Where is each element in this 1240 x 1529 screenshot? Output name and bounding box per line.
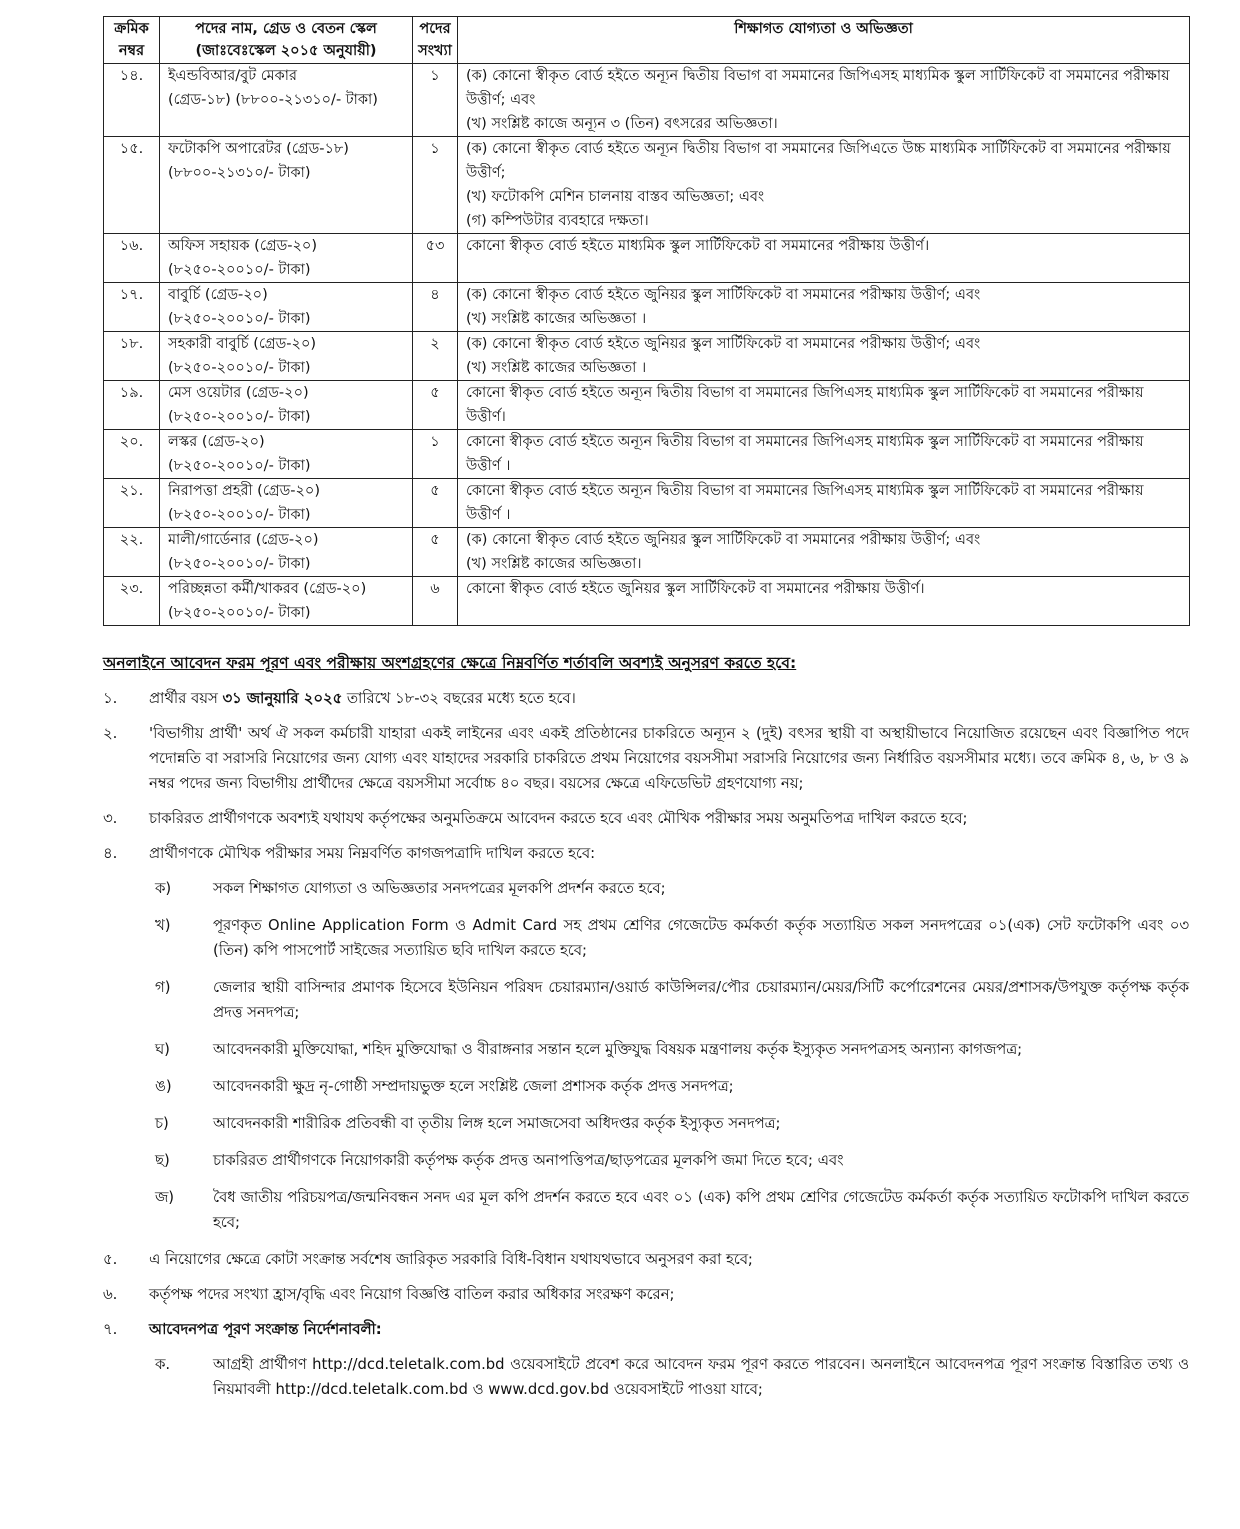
term-item-3 (103, 806, 1189, 831)
sub-number: ক. (155, 1356, 171, 1373)
row-qualification (458, 528, 1190, 577)
sub-number: চ) (155, 1115, 169, 1132)
row-qualification (458, 381, 1190, 430)
row-post (160, 577, 413, 626)
row-post (160, 64, 413, 137)
document-list-item (103, 1185, 1189, 1235)
term-number: ৩. (103, 810, 118, 827)
post-line: (৮২৫০-২০০১০/- টাকা) (168, 360, 311, 376)
sub-number: ক) (155, 880, 172, 897)
row-post (160, 430, 413, 479)
sub-text: বৈধ জাতীয় পরিচয়পত্র/জন্মনিবন্ধন সনদ এর মূল কপি প্রদর্শন করতে হবে এবং ০১ (এক) কপি প্রথম শ্রেণির গেজেটেড কর্মকর্তা কর্তৃক সত্যায়িত ফটোকপি দাখিল করতে হবে; (213, 1189, 1189, 1231)
post-line: লস্কর (গ্রেড-২০) (168, 434, 265, 450)
qualification-line: (খ) সংশ্লিষ্ট কাজের অভিজ্ঞতা । (466, 311, 647, 327)
post-line: (৮২৫০-২০০১০/- টাকা) (168, 605, 311, 621)
row-serial: ২২. (104, 528, 160, 577)
term-text: চাকরিরত প্রার্থীগণকে অবশ্যই যথাযথ কর্তৃপক্ষের অনুমতিক্রমে আবেদন করতে হবে এবং মৌখিক পরীক্ষার সময় অনুমতিপত্র দাখিল করতে হবে; (149, 810, 968, 827)
term-date: ৩১ জানুয়ারি ২০২৫ (222, 690, 343, 707)
table-row (104, 577, 1190, 626)
table-row (104, 528, 1190, 577)
document-list-item (103, 1074, 1189, 1099)
qualification-line: (খ) সংশ্লিষ্ট কাজে অন্যূন ৩ (তিন) বৎসরের অভিজ্ঞতা। (466, 116, 778, 132)
row-post (160, 283, 413, 332)
qualification-line: (খ) ফটোকপি মেশিন চালনায় বাস্তব অভিজ্ঞতা; এবং (466, 189, 765, 205)
sub-text: আবেদনকারী ক্ষুদ্র নৃ-গোষ্ঠী সম্প্রদায়ভুক্ত হলে সংশ্লিষ্ট জেলা প্রশাসক কর্তৃক প্রদত্ত সনদপত্র; (213, 1078, 734, 1095)
term-text: এ নিয়োগের ক্ষেত্রে কোটা সংক্রান্ত সর্বশেষ জারিকৃত সরকারি বিধি-বিধান যথাযথভাবে অনুসরণ করা হবে; (149, 1251, 753, 1268)
table-row (104, 234, 1190, 283)
post-line: মেস ওয়েটার (গ্রেড-২০) (168, 385, 309, 401)
table-body (104, 64, 1190, 626)
term-text: আবেদনপত্র পূরণ সংক্রান্ত নির্দেশনাবলী: (149, 1321, 382, 1338)
row-post (160, 332, 413, 381)
document-list-item (103, 913, 1189, 963)
jobs-table (103, 16, 1190, 626)
row-qualification (458, 234, 1190, 283)
row-count: ১ (413, 137, 458, 234)
qualification-line: কোনো স্বীকৃত বোর্ড হইতে অন্যূন দ্বিতীয় বিভাগ বা সমমানের জিপিএসহ মাধ্যমিক স্কুল সার্টিফিকেট বা সমমানের পরীক্ষায় উত্তীর্ণ । (466, 434, 1144, 474)
post-line: (৮৮০০-২১৩১০/- টাকা) (168, 165, 311, 181)
post-line: পরিচ্ছন্নতা কর্মী/খাকরব (গ্রেড-২০) (168, 581, 367, 597)
term-number: ২. (103, 725, 118, 742)
term-number: ৬. (103, 1286, 118, 1303)
post-line: (৮২৫০-২০০১০/- টাকা) (168, 262, 311, 278)
sub-text: আবেদনকারী শারীরিক প্রতিবন্ধী বা তৃতীয় লিঙ্গ হলে সমাজসেবা অধিদপ্তর কর্তৃক ইস্যুকৃত সনদপত্র; (213, 1115, 781, 1132)
sub-text: জেলার স্থায়ী বাসিন্দার প্রমাণক হিসেবে ইউনিয়ন পরিষদ চেয়ারম্যান/ওয়ার্ড কাউন্সিলর/পৌর চেয়ারম্যান/মেয়র/সিটি কর্পোরেশনের মেয়র/প্রশাসক/উপযুক্ত কর্তৃপক্ষ কর্তৃক প্রদত্ত সনদপত্র; (213, 979, 1189, 1021)
term-text-pre: প্রার্থীর বয়স (149, 690, 223, 707)
post-line: সহকারী বাবুর্চি (গ্রেড-২০) (168, 336, 317, 352)
post-line: অফিস সহায়ক (গ্রেড-২০) (168, 238, 318, 254)
row-serial: ১৬. (104, 234, 160, 283)
sub-number: গ) (155, 979, 171, 996)
sub-number: ছ) (155, 1152, 170, 1169)
row-qualification (458, 137, 1190, 234)
qualification-line: (খ) সংশ্লিষ্ট কাজের অভিজ্ঞতা । (466, 360, 647, 376)
row-count: ৫ (413, 479, 458, 528)
row-serial: ২০. (104, 430, 160, 479)
row-serial: ২৩. (104, 577, 160, 626)
document-list-item (103, 1111, 1189, 1136)
row-qualification (458, 283, 1190, 332)
row-post (160, 381, 413, 430)
row-post (160, 528, 413, 577)
term-number: ৪. (103, 845, 118, 862)
row-post (160, 479, 413, 528)
term-number: ৭. (103, 1321, 118, 1338)
term-item-4 (103, 841, 1189, 866)
table-row (104, 381, 1190, 430)
document-list (103, 876, 1189, 1235)
row-qualification (458, 577, 1190, 626)
term-text: কর্তৃপক্ষ পদের সংখ্যা হ্রাস/বৃদ্ধি এবং নিয়োগ বিজ্ঞপ্তি বাতিল করার অধিকার সংরক্ষণ করেন; (149, 1286, 675, 1303)
row-serial: ১৯. (104, 381, 160, 430)
row-post (160, 234, 413, 283)
post-line: মালী/গার্ডেনার (গ্রেড-২০) (168, 532, 319, 548)
term-text-post: তারিখে ১৮-৩২ বছরের মধ্যে হতে হবে। (342, 690, 576, 707)
post-line: নিরাপত্তা প্রহরী (গ্রেড-২০) (168, 483, 321, 499)
table-row (104, 332, 1190, 381)
document-list-item (103, 1037, 1189, 1062)
qualification-line: (ক) কোনো স্বীকৃত বোর্ড হইতে অন্যূন দ্বিতীয় বিভাগ বা সমমানের জিপিএতে উচ্চ মাধ্যমিক সার্টিফিকেট বা সমমানের পরীক্ষায় উত্তীর্ণ; (466, 141, 1171, 181)
qualification-line: কোনো স্বীকৃত বোর্ড হইতে অন্যূন দ্বিতীয় বিভাগ বা সমমানের জিপিএসহ মাধ্যমিক স্কুল সার্টিফিকেট বা সমমানের পরীক্ষায় উত্তীর্ণ । (466, 483, 1144, 523)
post-line: (৮২৫০-২০০১০/- টাকা) (168, 556, 311, 572)
qualification-line: কোনো স্বীকৃত বোর্ড হইতে জুনিয়র স্কুল সার্টিফিকেট বা সমমানের পরীক্ষায় উত্তীর্ণ। (466, 581, 925, 597)
term-text: প্রার্থীগণকে মৌখিক পরীক্ষার সময় নিম্নবর্ণিত কাগজপত্রাদি দাখিল করতে হবে: (149, 845, 596, 862)
sub-number: জ) (155, 1189, 175, 1206)
table-row (104, 430, 1190, 479)
table-row (104, 479, 1190, 528)
row-count: ৫ (413, 528, 458, 577)
sub-text: আগ্রহী প্রার্থীগণ http://dcd.teletalk.com.bd ওয়েবসাইটে প্রবেশ করে আবেদন ফরম পূরণ করতে পারবেন। অনলাইনে আবেদনপত্র পূরণ সংক্রান্ত বিস্তারিত তথ্য ও নিয়মাবলী http://dcd.teletalk.com.bd ও www.dcd.gov.bd ওয়েবসাইটে পাওয়া যাবে; (213, 1356, 1189, 1398)
qualification-line: কোনো স্বীকৃত বোর্ড হইতে অন্যূন দ্বিতীয় বিভাগ বা সমমানের জিপিএসহ মাধ্যমিক স্কুল সার্টিফিকেট বা সমমানের পরীক্ষায় উত্তীর্ণ। (466, 385, 1144, 425)
qualification-line: (ক) কোনো স্বীকৃত বোর্ড হইতে জুনিয়র স্কুল সার্টিফিকেট বা সমমানের পরীক্ষায় উত্তীর্ণ; এবং (466, 287, 981, 303)
row-serial: ১৭. (104, 283, 160, 332)
term-number: ১. (103, 690, 118, 707)
sub-number: ঙ) (155, 1078, 172, 1095)
post-line: (৮২৫০-২০০১০/- টাকা) (168, 409, 311, 425)
term-item-5 (103, 1247, 1189, 1272)
row-qualification (458, 64, 1190, 137)
row-count: ৬ (413, 577, 458, 626)
term-item-6 (103, 1282, 1189, 1307)
row-count: ১ (413, 430, 458, 479)
terms-section (103, 651, 1189, 1414)
sub-number: ঘ) (155, 1041, 170, 1058)
row-qualification (458, 430, 1190, 479)
row-qualification (458, 479, 1190, 528)
row-count: ২ (413, 332, 458, 381)
term-item-1 (103, 686, 1189, 711)
row-serial: ১৫. (104, 137, 160, 234)
row-serial: ১৪. (104, 64, 160, 137)
col-post-header: পদের নাম, গ্রেড ও বেতন স্কেল (জাঃবেঃস্কেল ২০১৫ অনুযায়ী) (160, 17, 413, 64)
table-row (104, 137, 1190, 234)
document-list-item (103, 876, 1189, 901)
post-line: বাবুর্চি (গ্রেড-২০) (168, 287, 268, 303)
term-item-2 (103, 721, 1189, 796)
row-post (160, 137, 413, 234)
row-serial: ২১. (104, 479, 160, 528)
sub-text: সকল শিক্ষাগত যোগ্যতা ও অভিজ্ঞতার সনদপত্রের মূলকপি প্রদর্শন করতে হবে; (213, 880, 666, 897)
post-line: (গ্রেড-১৮) (৮৮০০-২১৩১০/- টাকা) (168, 92, 378, 108)
terms-heading: অনলাইনে আবেদন ফরম পূরণ এবং পরীক্ষায় অংশগ্রহণের ক্ষেত্রে নিম্নবর্ণিত শর্তাবলি অবশ্যই অনুসরণ করতে হবে: (103, 654, 797, 672)
qualification-line: (গ) কম্পিউটার ব্যবহারে দক্ষতা। (466, 213, 649, 229)
term-text: 'বিভাগীয় প্রার্থী' অর্থ ঐ সকল কর্মচারী যাহারা একই লাইনের এবং একই প্রতিষ্ঠানের চাকরিতে অন্যূন ২ (দুই) বৎসর স্থায়ী বা অস্থায়ীভাবে নিয়োজিত রয়েছেন এবং বিজ্ঞাপিত পদে পদোন্নতি বা সরাসরি নিয়োগের জন্য যোগ্য এবং যাহাদের সরকারি চাকরিতে প্রথম নিয়োগের বয়সসীমা সরাসরি নিয়োগের জন্য নির্ধারিত বয়সসীমার মধ্যে। তবে ক্রমিক ৪, ৬, ৮ ও ৯ নম্বর পদের জন্য বিভাগীয় প্রার্থীদের ক্ষেত্রে বয়সসীমা সর্বোচ্চ ৪০ বছর। বয়সের ক্ষেত্রে এফিডেভিট গ্রহণযোগ্য নয়; (149, 725, 1189, 792)
sub-number: খ) (155, 917, 171, 934)
qualification-line: (ক) কোনো স্বীকৃত বোর্ড হইতে জুনিয়র স্কুল সার্টিফিকেট বা সমমানের পরীক্ষায় উত্তীর্ণ; এবং (466, 336, 981, 352)
table-header-row (104, 17, 1190, 64)
col-count-header: পদের সংখ্যা (413, 17, 458, 64)
sub-text: পূরণকৃত Online Application Form ও Admit Card সহ প্রথম শ্রেণির গেজেটেড কর্মকর্তা কর্তৃক সত্যায়িত সকল সনদপত্রের ০১(এক) সেট ফটোকপি এবং ০৩ (তিন) কপি পাসপোর্ট সাইজের সত্যায়িত ছবি দাখিল করতে হবে; (213, 917, 1189, 959)
row-count: ৪ (413, 283, 458, 332)
post-line: ফটোকপি অপারেটর (গ্রেড-১৮) (168, 141, 349, 157)
post-line: ইএন্ডবিআর/বুট মেকার (168, 68, 297, 84)
sub-text: আবেদনকারী মুক্তিযোদ্ধা, শহিদ মুক্তিযোদ্ধা ও বীরাঙ্গনার সন্তান হলে মুক্তিযুদ্ধ বিষয়ক মন্ত্রণালয় কর্তৃক ইস্যুকৃত সনদপত্রসহ অন্যান্য কাগজপত্র; (213, 1041, 1023, 1058)
term-item-7a (103, 1352, 1189, 1402)
document-list-item (103, 1148, 1189, 1173)
row-qualification (458, 332, 1190, 381)
table-row (104, 64, 1190, 137)
col-serial-header: ক্রমিক নম্বর (104, 17, 160, 64)
row-count: ১ (413, 64, 458, 137)
post-line: (৮২৫০-২০০১০/- টাকা) (168, 311, 311, 327)
document-list-item (103, 975, 1189, 1025)
row-count: ৫৩ (413, 234, 458, 283)
term-item-7 (103, 1317, 1189, 1342)
col-qualification-header: শিক্ষাগত যোগ্যতা ও অভিজ্ঞতা (458, 17, 1190, 64)
sub-text: চাকরিরত প্রার্থীগণকে নিয়োগকারী কর্তৃপক্ষ কর্তৃক প্রদত্ত অনাপত্তিপত্র/ছাড়পত্রের মূলকপি জমা দিতে হবে; এবং (213, 1152, 844, 1169)
qualification-line: (ক) কোনো স্বীকৃত বোর্ড হইতে জুনিয়র স্কুল সার্টিফিকেট বা সমমানের পরীক্ষায় উত্তীর্ণ; এবং (466, 532, 981, 548)
qualification-line: (খ) সংশ্লিষ্ট কাজের অভিজ্ঞতা। (466, 556, 642, 572)
qualification-line: কোনো স্বীকৃত বোর্ড হইতে মাধ্যমিক স্কুল সার্টিফিকেট বা সমমানের পরীক্ষায় উত্তীর্ণ। (466, 238, 930, 254)
table-row (104, 283, 1190, 332)
post-line: (৮২৫০-২০০১০/- টাকা) (168, 507, 311, 523)
post-line: (৮২৫০-২০০১০/- টাকা) (168, 458, 311, 474)
row-serial: ১৮. (104, 332, 160, 381)
term-number: ৫. (103, 1251, 118, 1268)
row-count: ৫ (413, 381, 458, 430)
qualification-line: (ক) কোনো স্বীকৃত বোর্ড হইতে অন্যূন দ্বিতীয় বিভাগ বা সমমানের জিপিএসহ মাধ্যমিক স্কুল সার্টিফিকেট বা সমমানের পরীক্ষায় উত্তীর্ণ; এবং (466, 68, 1170, 108)
